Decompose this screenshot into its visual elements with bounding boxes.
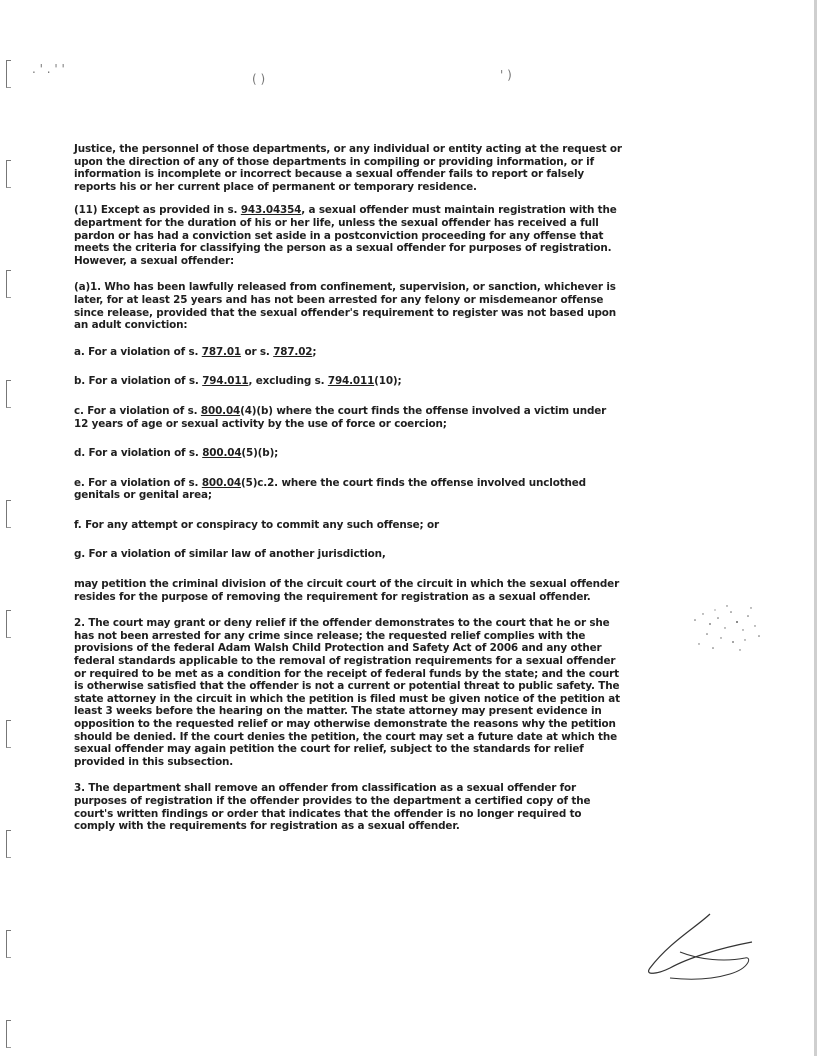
item-b — [74, 375, 622, 388]
statute-text — [74, 143, 622, 847]
paragraph-2: 2. The court may grant or deny relief if the offender demonstrates to the court that he or she has not been arrested for any crime since release; the requested relief complies with the provisions of the federal Adam Walsh Child Protection and Safety Act of 2006 and any other federal standards applicable to the removal of registration requirements for a sexual offender or required to be met as a condition for the receipt of federal funds by the state; and the court is otherwise satisfied that the offender is not a current or potential threat to public safety. The state attorney in the circuit in which the petition is filed must be given notice of the petition at least 3 weeks before the hearing on the matter. The state attorney may present evidence in opposition to the requested relief or may otherwise demonstrate the reasons why the petition should be denied. If the court denies the petition, the court may set a future date at which the sexual offender may again petition the court for relief, subject to the standards for relief provided in this subsection. — [74, 617, 620, 768]
item-d — [74, 447, 622, 460]
binding-hole-mark — [6, 720, 11, 748]
subsection-11-lead: (11) Except as provided in s. — [74, 204, 241, 217]
statute-link-800-04[interactable]: 800.04 — [200, 404, 241, 417]
binding-hole-mark — [6, 380, 11, 408]
item-f: f. For any attempt or conspiracy to commit any such offense; or — [74, 518, 439, 531]
binding-hole-mark — [6, 500, 11, 528]
item-b-text: b. For a violation of s. — [74, 375, 203, 388]
statute-link-794-011-b[interactable]: 794.011 — [327, 375, 375, 388]
signature-scribble — [640, 908, 760, 988]
item-a — [74, 346, 622, 359]
scan-noise-patch — [685, 600, 770, 660]
statute-link-800-04[interactable]: 800.04 — [201, 476, 242, 489]
statute-link-787-02[interactable]: 787.02 — [273, 345, 313, 358]
binding-hole-mark — [6, 930, 11, 958]
binding-hole-mark — [6, 160, 11, 188]
scan-speck: . ' . ' ' — [32, 62, 65, 76]
item-c — [74, 405, 622, 430]
item-a-mid: or s. — [240, 345, 274, 358]
binding-hole-mark — [6, 60, 11, 88]
statute-link-794-011[interactable]: 794.011 — [202, 375, 249, 388]
item-d-end: (5)(b); — [241, 447, 279, 460]
item-e — [74, 477, 622, 502]
continuation-paragraph: Justice, the personnel of those departments, or any individual or entity acting at the request or upon the direction of any of those departments in compiling or providing information, or if information is incomplete or incorrect because a sexual offender fails to report or falsely reports his or her current place of permanent or temporary residence. — [74, 143, 622, 193]
item-g: g. For a violation of similar law of another jurisdiction, — [74, 548, 386, 561]
statute-link-800-04[interactable]: 800.04 — [202, 447, 242, 460]
statute-link-787-01[interactable]: 787.01 — [201, 345, 241, 358]
scan-mark: ( ) — [252, 72, 266, 86]
item-d-text: d. For a violation of s. — [74, 447, 203, 460]
scan-mark: ' ) — [500, 68, 512, 82]
binding-hole-mark — [6, 1020, 11, 1048]
item-c-text: c. For a violation of s. — [74, 404, 201, 417]
item-b-end: (10); — [374, 375, 402, 388]
subsection-11-text: , a sexual offender must maintain registration with the department for the duration of his or her life, unless the sexual offender has received a full pardon or has had a conviction set aside in a postconviction proceeding for any offense that meets the criteria for classifying the person as a sexual offender for purposes of registration. However, a sexual offender: — [74, 204, 617, 267]
item-a-text: a. For a violation of s. — [74, 345, 202, 358]
binding-hole-mark — [6, 830, 11, 858]
item-e-text: e. For a violation of s. — [74, 476, 202, 489]
petition-paragraph: may petition the criminal division of the circuit court of the circuit in which the sexual offender resides for the purpose of removing the requirement for registration as a sexual offender. — [74, 578, 620, 603]
statute-link-943-04354[interactable]: 943.04354 — [240, 204, 302, 217]
binding-hole-mark — [6, 610, 11, 638]
paragraph-3: 3. The department shall remove an offender from classification as a sexual offender for purposes of registration if the offender provides to the department a certified copy of the court's written findings or order that indicates that the offender is no longer required to comply with the requirements for registration as a sexual offender. — [74, 782, 591, 833]
item-e-end: (5)c.2. where the court finds the offense involved unclothed genitals or genital area; — [74, 476, 586, 502]
item-c-end: (4)(b) where the court finds the offense involved a victim under 12 years of age or sexual activity by the use of force or coercion; — [74, 404, 607, 430]
item-b-mid: , excluding s. — [248, 375, 328, 388]
binding-hole-mark — [6, 270, 11, 298]
subsection-11 — [74, 204, 622, 267]
paragraph-a1: (a)1. Who has been lawfully released from confinement, supervision, or sanction, whichever is later, for at least 25 years and has not been arrested for any felony or misdemeanor offense since release, provided that the sexual offender's requirement to register was not based upon an adult conviction: — [74, 281, 616, 332]
item-a-end: ; — [312, 345, 317, 358]
